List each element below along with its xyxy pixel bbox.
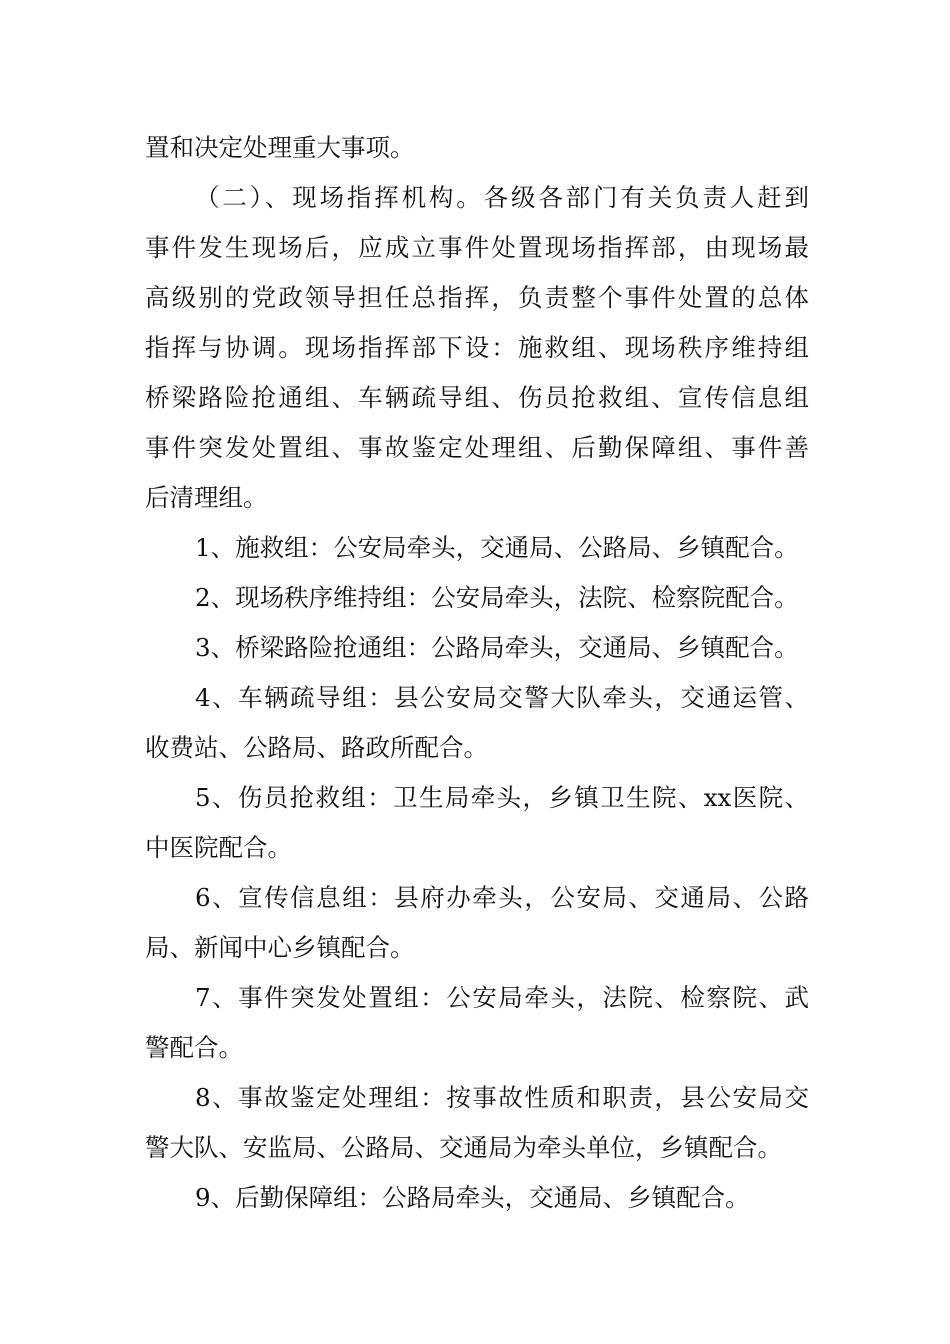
text-line: （二）、现场指挥机构。各级各部门有关负责人赶到 — [195, 183, 809, 212]
text-line: 事件突发处置组、事故鉴定处理组、后勤保障组、事件善 — [145, 433, 809, 462]
text-line: 事件发生现场后，应成立事件处置现场指挥部，由现场最 — [145, 233, 809, 262]
text-line: 警大队、安监局、公路局、交通局为牵头单位，乡镇配合。 — [145, 1133, 782, 1162]
text-line: 3、桥梁路险抢通组：公路局牵头，交通局、乡镇配合。 — [195, 633, 799, 662]
text-line: 1、施救组：公安局牵头，交通局、公路局、乡镇配合。 — [195, 533, 799, 562]
text-line: 警配合。 — [145, 1033, 243, 1062]
text-line: 后清理组。 — [145, 483, 268, 512]
text-line: 5、伤员抢救组：卫生局牵头，乡镇卫生院、xx医院、 — [195, 783, 809, 812]
text-line: 高级别的党政领导担任总指挥，负责整个事件处置的总体 — [145, 283, 809, 312]
text-line: 7、事件突发处置组：公安局牵头，法院、检察院、武 — [195, 983, 809, 1012]
document-body — [145, 123, 809, 1223]
text-line: 置和决定处理重大事项。 — [145, 133, 415, 162]
text-line: 6、宣传信息组：县府办牵头，公安局、交通局、公路 — [195, 883, 809, 912]
text-line: 桥梁路险抢通组、车辆疏导组、伤员抢救组、宣传信息组 — [145, 383, 809, 412]
text-line: 局、新闻中心乡镇配合。 — [145, 933, 415, 962]
text-line: 指挥与协调。现场指挥部下设：施救组、现场秩序维持组 — [145, 333, 809, 362]
text-line: 中医院配合。 — [145, 833, 292, 862]
text-line: 2、现场秩序维持组：公安局牵头，法院、检察院配合。 — [195, 583, 799, 612]
text-line: 9、后勤保障组：公路局牵头，交通局、乡镇配合。 — [195, 1183, 750, 1212]
text-line: 8、事故鉴定处理组：按事故性质和职责，县公安局交 — [195, 1083, 809, 1112]
text-line: 4、车辆疏导组：县公安局交警大队牵头，交通运管、 — [195, 683, 809, 712]
text-line: 收费站、公路局、路政所配合。 — [145, 733, 488, 762]
